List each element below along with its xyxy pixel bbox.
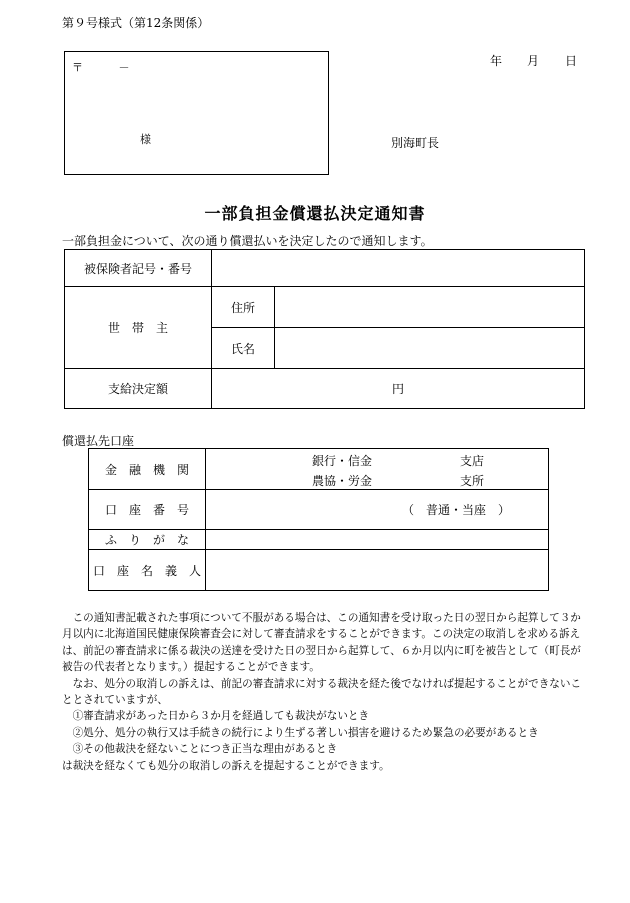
address-value <box>275 287 585 328</box>
notice-item-3: ③その他裁決を経ないことにつき正当な理由があるとき <box>72 743 338 756</box>
institution-value <box>206 449 549 490</box>
account-holder-value <box>206 550 549 591</box>
date-month-label: 月 <box>527 54 540 68</box>
intro-text: 一部負担金について、次の通り償還払いを決定したので通知します。 <box>62 234 433 248</box>
bank-branch-2: 支所 <box>460 474 485 488</box>
account-holder-label: 口 座 名 義 人 <box>89 550 206 591</box>
postal-dash: － <box>118 61 130 74</box>
benefit-table <box>64 249 585 409</box>
householder-label: 世 帯 主 <box>65 287 212 369</box>
account-number-label: 口 座 番 号 <box>89 490 206 530</box>
name-label: 氏名 <box>212 328 275 369</box>
account-number-value <box>206 490 549 530</box>
amount-unit: 円 <box>212 369 585 409</box>
date-day-label: 日 <box>565 54 578 68</box>
insured-number-value <box>212 250 585 287</box>
notice-paragraph-2: なお、処分の取消しの訴えは、前記の審査請求に対する裁決を経た後でなければ提起することができないこととされていますが、 <box>62 677 582 707</box>
notice-item-1: ①審査請求があった日から３か月を経過しても裁決がないとき <box>72 710 370 723</box>
document-title: 一部負担金償還払決定通知書 <box>204 204 426 223</box>
bank-table <box>88 448 549 591</box>
account-type: （ 普通・当座 ） <box>402 503 511 517</box>
honorific: 様 <box>140 133 151 146</box>
notice-paragraph-1: この通知書記載された事項について不服がある場合は、この通知書を受け取った日の翌日から起算して３か月以内に北海道国民健康保険審査会に対して審査請求をすることができます。この決定の取消しを求める訴えは、前記の審査請求に係る裁決の送達を受けた日の翌日から起算して、６か月以内に町を被告として（町長が被告の代表者となります。）提起することができます。 <box>62 612 581 674</box>
bank-option-2: 農協・労金 <box>312 474 373 488</box>
bank-option-1: 銀行・信金 <box>312 454 373 468</box>
notice-closing: は裁決を経なくても処分の取消しの訴えを提起することができます。 <box>62 759 390 772</box>
appeal-notice <box>62 610 582 774</box>
form-number: 第９号様式（第12条関係） <box>62 16 210 30</box>
furigana-label: ふ り が な <box>89 530 206 550</box>
bank-section-label: 償還払先口座 <box>62 434 135 448</box>
insured-number-label: 被保険者記号・番号 <box>65 250 212 287</box>
furigana-value <box>206 530 549 550</box>
address-label: 住所 <box>212 287 275 328</box>
date-year-label: 年 <box>490 54 503 68</box>
institution-label: 金 融 機 関 <box>89 449 206 490</box>
name-value <box>275 328 585 369</box>
postal-code <box>72 59 130 75</box>
notice-item-2: ②処分、処分の執行又は手続きの続行により生ずる著しい損害を避けるため緊急の必要があるとき <box>72 726 539 739</box>
bank-branch-1: 支店 <box>460 454 485 468</box>
sender: 別海町長 <box>391 136 440 150</box>
amount-label: 支給決定額 <box>65 369 212 409</box>
postal-mark: 〒 <box>72 61 83 74</box>
